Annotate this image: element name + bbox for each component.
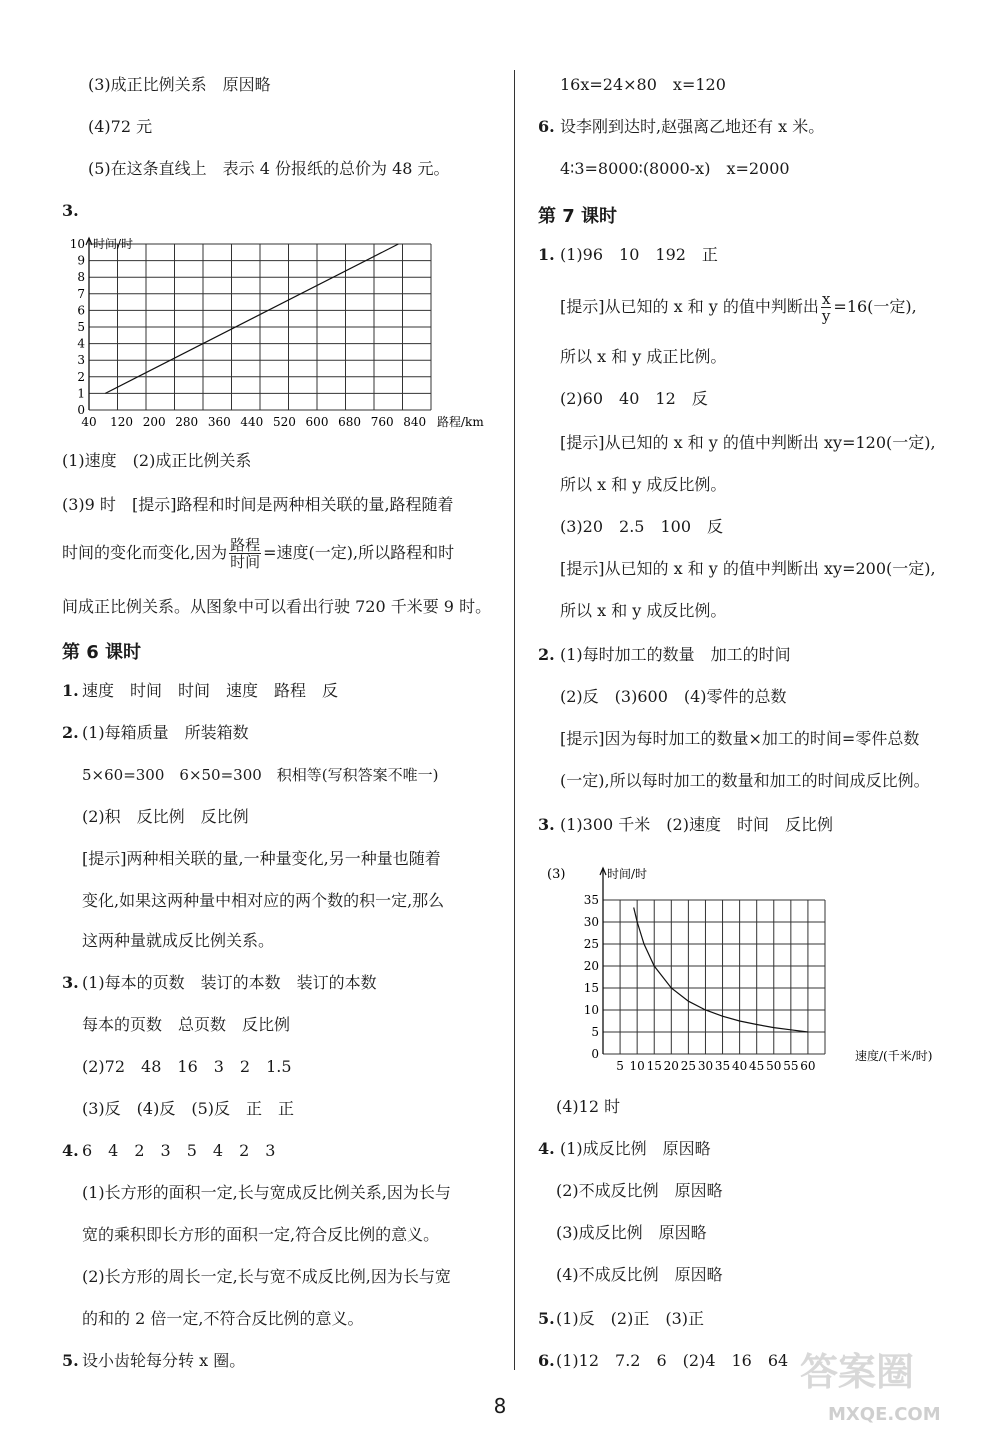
answer-line: (4)不成反比例 原因略 (556, 1265, 723, 1284)
answer-line: (4)12 时 (556, 1097, 621, 1116)
answer-line: 速度 时间 时间 速度 路程 反 (82, 681, 339, 700)
panel-label: (3) (547, 867, 566, 882)
answer-line: (2)60 40 12 反 (560, 389, 708, 408)
answer-part: 时间的变化而变化,因为 (62, 543, 228, 562)
answer-part: 路程和时间是两种相关联的量,路程随着 (176, 495, 454, 514)
fraction (229, 537, 261, 570)
answer-line: [提示]从已知的 x 和 y 的值中判断出 xy=120(一定), (560, 433, 936, 452)
y-tick-label: 30 (583, 915, 599, 929)
answer-part: 从已知的 x 和 y 的值中判断出 xy=120(一定), (604, 433, 936, 452)
x-tick-label: 600 (305, 415, 329, 429)
question-number: 6. (538, 1351, 555, 1370)
y-tick-label: 10 (583, 1003, 599, 1017)
answer-line: 设小齿轮每分转 x 圈。 (82, 1351, 246, 1370)
question-number: 3. (538, 815, 555, 834)
answer-line: [提示]从已知的 x 和 y 的值中判断出 xy=200(一定), (560, 559, 936, 578)
answer-line: (3)成反比例 原因略 (556, 1223, 707, 1242)
x-tick-label: 200 (142, 415, 166, 429)
y-tick-label: 5 (591, 1025, 599, 1039)
answer-part: 从已知的 x 和 y 的值中判断出 (604, 297, 819, 316)
tip-label: 提示 (566, 297, 599, 316)
x-tick-label: 760 (370, 415, 394, 429)
x-tick-label: 15 (646, 1059, 662, 1073)
data-line (634, 908, 808, 1033)
x-tick-label: 50 (766, 1059, 782, 1073)
answer-line: (2)反 (3)600 (4)零件的总数 (560, 687, 787, 706)
question-number: 2. (538, 645, 555, 664)
y-tick-label: 5 (77, 320, 85, 334)
answer-line (62, 536, 454, 570)
y-tick-label: 1 (77, 386, 85, 401)
question-number: 5. (62, 1351, 79, 1370)
answer-line: 4∶3=8000∶(8000-x) x=2000 (560, 159, 790, 178)
y-tick-label: 15 (583, 981, 599, 995)
question-number: 2. (62, 723, 79, 742)
y-tick-label: 7 (77, 286, 85, 301)
answer-line: 所以 x 和 y 成反比例。 (560, 601, 727, 620)
speed-time-chart (547, 850, 970, 1075)
x-tick-label: 120 (110, 415, 134, 429)
y-tick-label: 0 (591, 1047, 599, 1061)
x-axis-label: 速度/(千米/时) (855, 1049, 933, 1063)
answer-part: 因为每时加工的数量×加工的时间=零件总数 (604, 729, 920, 748)
watermark-url: MXQE.COM (828, 1404, 941, 1425)
x-tick-label: 60 (800, 1059, 816, 1073)
answer-part: =速度(一定),所以路程和时 (263, 543, 455, 562)
x-tick-label: 40 (731, 1059, 748, 1073)
y-tick-label: 20 (583, 959, 599, 973)
answer-line: (1)每本的页数 装订的本数 装订的本数 (82, 973, 377, 992)
y-tick-label: 2 (77, 369, 85, 384)
answer-part: =16(一定), (833, 297, 917, 316)
question-number: 5. (538, 1309, 555, 1328)
x-axis-label: 路程/km (437, 415, 484, 429)
answer-line: (3)反 (4)反 (5)反 正 正 (82, 1099, 294, 1118)
answer-line: 所以 x 和 y 成正比例。 (560, 347, 727, 366)
answer-line: 所以 x 和 y 成反比例。 (560, 475, 727, 494)
question-number: 4. (538, 1139, 555, 1158)
answer-line: (5)在这条直线上 表示 4 份报纸的总价为 48 元。 (88, 159, 450, 178)
y-tick-label: 3 (77, 353, 85, 368)
answer-part: (3)9 时 (62, 495, 116, 514)
answer-line: (1)每时加工的数量 加工的时间 (560, 645, 791, 664)
x-tick-label: 680 (338, 415, 362, 429)
answer-line: (2)不成反比例 原因略 (556, 1181, 723, 1200)
question-number: 4. (62, 1141, 79, 1160)
y-axis-label: 时间/时 (93, 237, 134, 251)
y-axis-label: 时间/时 (607, 867, 648, 881)
answer-line: (1)12 7.2 6 (2)4 16 64 (556, 1351, 789, 1370)
x-tick-label: 55 (783, 1059, 799, 1073)
x-tick-label: 10 (629, 1059, 645, 1073)
x-tick-label: 45 (749, 1059, 765, 1073)
answer-line: 5×60=300 6×50=300 积相等(写积答案不唯一) (82, 766, 439, 784)
answer-line: 的和的 2 倍一定,不符合反比例的意义。 (82, 1309, 364, 1328)
answer-line: 设李刚到达时,赵强离乙地还有 x 米。 (560, 117, 825, 136)
answer-line: (2)72 48 16 3 2 1.5 (82, 1057, 292, 1076)
fraction-denominator: y (821, 307, 831, 325)
x-tick-label: 280 (175, 415, 199, 429)
x-tick-label: 20 (663, 1059, 679, 1073)
x-tick-label: 840 (403, 415, 427, 429)
answer-line: 变化,如果这两种量中相对应的两个数的积一定,那么 (82, 891, 445, 910)
question-number: 3. (62, 973, 79, 992)
question-number: 6. (538, 117, 555, 136)
y-tick-label: 9 (77, 253, 85, 268)
answer-line: (1)300 千米 (2)速度 时间 反比例 (560, 815, 833, 834)
fraction-numerator: x (821, 290, 831, 308)
question-number: 1. (62, 681, 79, 700)
tip-label: 提示 (566, 433, 599, 452)
answer-line: (1)96 10 192 正 (560, 245, 718, 264)
x-tick-label: 520 (272, 415, 296, 429)
tip-label: 提示 (566, 559, 599, 578)
tip-label: 提示 (566, 729, 599, 748)
data-line (105, 244, 398, 393)
answer-line: (1)长方形的面积一定,长与宽成反比例关系,因为长与 (82, 1183, 451, 1202)
answer-line: [提示]两种相关联的量,一种量变化,另一种量也随着 (82, 849, 441, 868)
distance-time-chart (55, 232, 500, 442)
x-tick-label: 25 (680, 1059, 697, 1073)
x-tick-label: 5 (616, 1059, 624, 1073)
y-tick-label: 0 (77, 403, 85, 417)
answer-line: [提示]因为每时加工的数量×加工的时间=零件总数 (560, 729, 920, 748)
y-tick-label: 25 (583, 937, 599, 951)
section-title: 第 6 课时 (62, 642, 142, 663)
x-tick-label: 30 (697, 1059, 714, 1073)
x-tick-label: 440 (240, 415, 264, 429)
x-tick-label: 35 (714, 1059, 731, 1073)
x-tick-label: 40 (81, 415, 97, 429)
watermark-logo: 答案圈 (800, 1350, 915, 1394)
y-tick-label: 10 (69, 237, 85, 251)
answer-line: (3)成正比例关系 原因略 (88, 75, 271, 94)
answer-line: (3)20 2.5 100 反 (560, 517, 724, 536)
question-number: 1. (538, 245, 555, 264)
answer-line: 宽的乘积即长方形的面积一定,符合反比例的意义。 (82, 1225, 440, 1244)
tip-label: 提示 (88, 849, 121, 868)
answer-line: 每本的页数 总页数 反比例 (82, 1015, 291, 1034)
answer-line: (2)积 反比例 反比例 (82, 807, 249, 826)
y-tick-label: 35 (583, 893, 599, 907)
fraction-numerator: 路程 (230, 536, 261, 554)
answer-line: 这两种量就成反比例关系。 (82, 931, 275, 950)
y-tick-label: 4 (77, 336, 85, 351)
answer-line: (1)速度 (2)成正比例关系 (62, 451, 252, 470)
fraction (821, 291, 831, 324)
answer-line: 6 4 2 3 5 4 2 3 (82, 1141, 276, 1160)
fraction-denominator: 时间 (230, 553, 261, 571)
answer-line: [提示]从已知的 x 和 y 的值中判断出 $\frac{x}{y}$ =16(一定), (560, 290, 917, 325)
answer-part: 从已知的 x 和 y 的值中判断出 xy=200(一定), (604, 559, 936, 578)
page-number: 8 (493, 1394, 507, 1418)
answer-line: (一定),所以每时加工的数量和加工的时间成反比例。 (560, 771, 930, 790)
x-tick-label: 360 (207, 415, 231, 429)
answer-part: 两种相关联的量,一种量变化,另一种量也随着 (126, 849, 441, 868)
column-divider (514, 70, 515, 1370)
answer-line: (3)9 时 [提示]路程和时间是两种相关联的量,路程随着 (62, 495, 454, 514)
answer-line: (1)成反比例 原因略 (560, 1139, 711, 1158)
question-number: 3. (62, 201, 79, 220)
answer-line: (2)长方形的周长一定,长与宽不成反比例,因为长与宽 (82, 1267, 451, 1286)
answer-line: 间成正比例关系。从图象中可以看出行驶 720 千米要 9 时。 (62, 597, 492, 616)
answer-line: 16x=24×80 x=120 (560, 75, 726, 94)
y-tick-label: 8 (77, 270, 85, 285)
answer-line: (1)每箱质量 所装箱数 (82, 723, 249, 742)
y-tick-label: 6 (77, 303, 85, 318)
tip-label: 提示 (138, 495, 171, 514)
answer-line: (1)反 (2)正 (3)正 (556, 1309, 704, 1328)
section-title: 第 7 课时 (538, 206, 618, 227)
answer-line: (4)72 元 (88, 117, 153, 136)
